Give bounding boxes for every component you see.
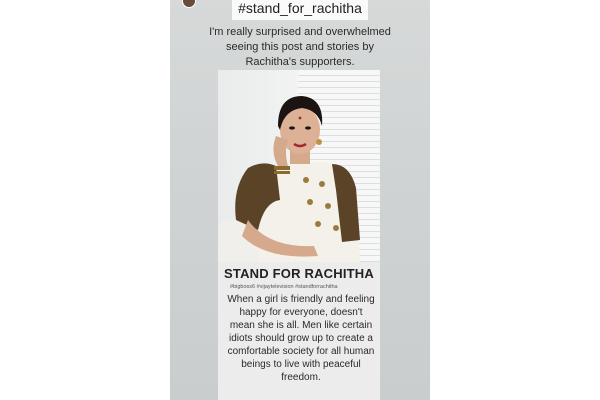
profile-avatar[interactable] (182, 0, 196, 8)
message-card (218, 262, 380, 400)
hashtag-sticker[interactable] (232, 0, 368, 20)
story-caption: I'm really surprised and overwhelmed seeing this post and stories by Rachitha's supporters. (209, 26, 391, 68)
portrait-photo (218, 70, 380, 262)
woman-in-saree-illustration (218, 70, 380, 262)
story-frame (170, 0, 430, 400)
card-body-text: When a girl is friendly and feeling happy for everyone, doesn't mean she is all. Men like certain idiots should grow up to create a comfortable society for all human beings to live with peaceful freedom. (227, 294, 375, 383)
card-hashtags[interactable]: #bigboss6 #vijaytelevision #standforrachitha (230, 284, 338, 290)
card-title: STAND FOR RACHITHA (224, 266, 374, 281)
hashtag-text: #stand_for_rachitha (238, 0, 362, 16)
